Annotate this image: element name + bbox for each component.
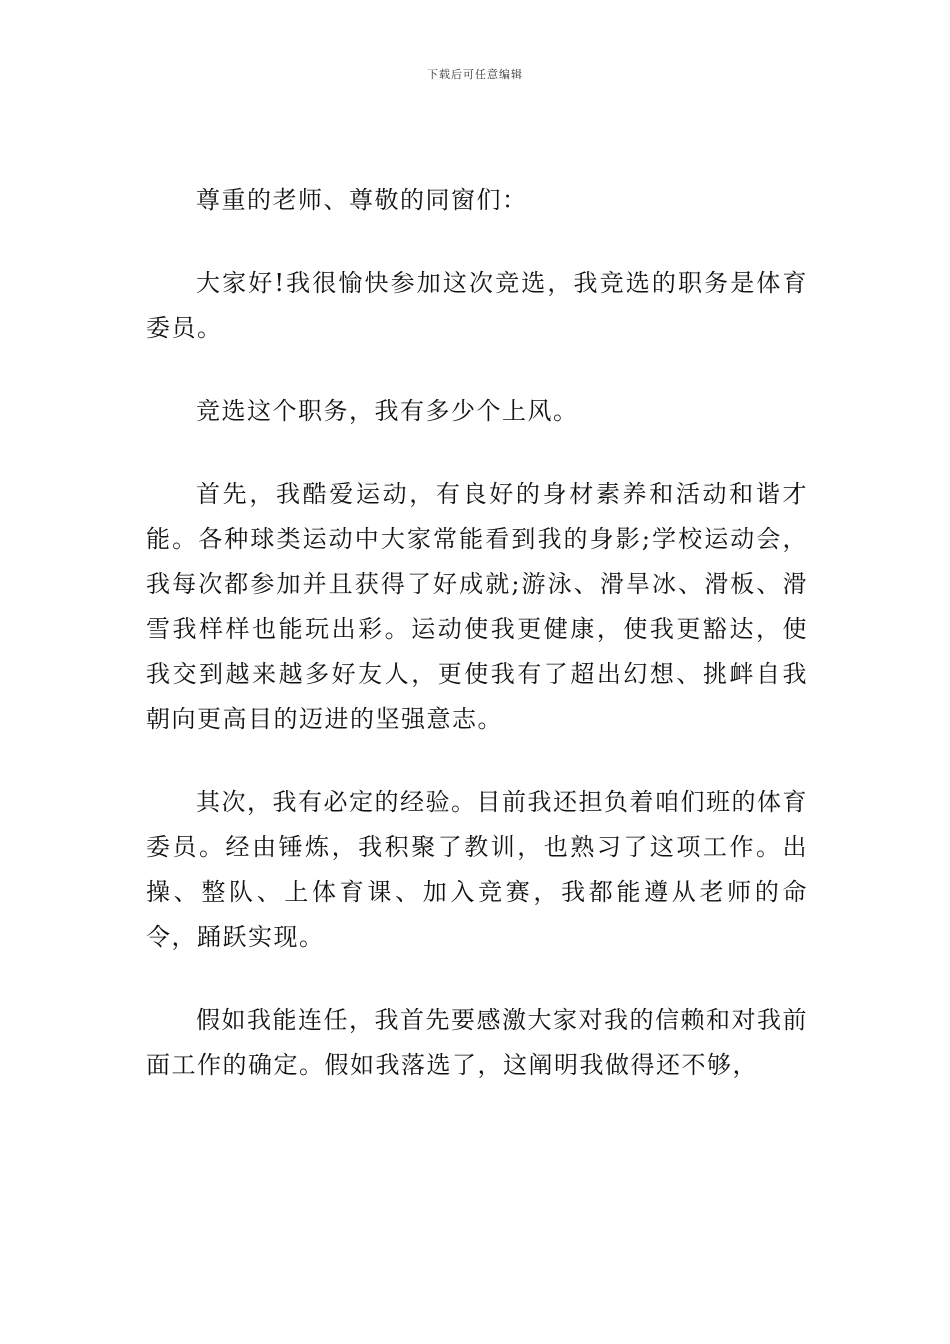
first-advantage-paragraph: 首先，我酷爱运动，有良好的身材素养和活动和谐才能。各种球类运动中大家常能看到我的身影;学校运动会，我每次都参加并且获得了好成就;游泳、滑旱冰、滑板、滑雪我样样也能玩出彩。运动使我更健康，使我更豁达，使我交到越来越多好友人，更使我有了超出幻想、挑衅自我朝向更高目的迈进的坚强意志。 [146,480,808,733]
advantages-intro-paragraph: 竞选这个职务，我有多少个上风。 [196,397,579,425]
greeting-paragraph: 大家好!我很愉快参加这次竞选，我竞选的职务是体育委员。 [146,269,808,342]
closing-paragraph: 假如我能连任，我首先要感激大家对我的信赖和对我前面工作的确定。假如我落选了，这阐明我做得还不够， [146,1006,808,1079]
document-body [146,178,808,1126]
header-note: 下载后可任意编辑 [427,68,523,81]
salutation-paragraph: 尊重的老师、尊敬的同窗们： [196,186,528,214]
second-advantage-paragraph: 其次，我有必定的经验。目前我还担负着咱们班的体育委员。经由锤炼，我积聚了教训，也熟习了这项工作。出操、整队、上体育课、加入竞赛，我都能遵从老师的命令，踊跃实现。 [146,788,808,951]
